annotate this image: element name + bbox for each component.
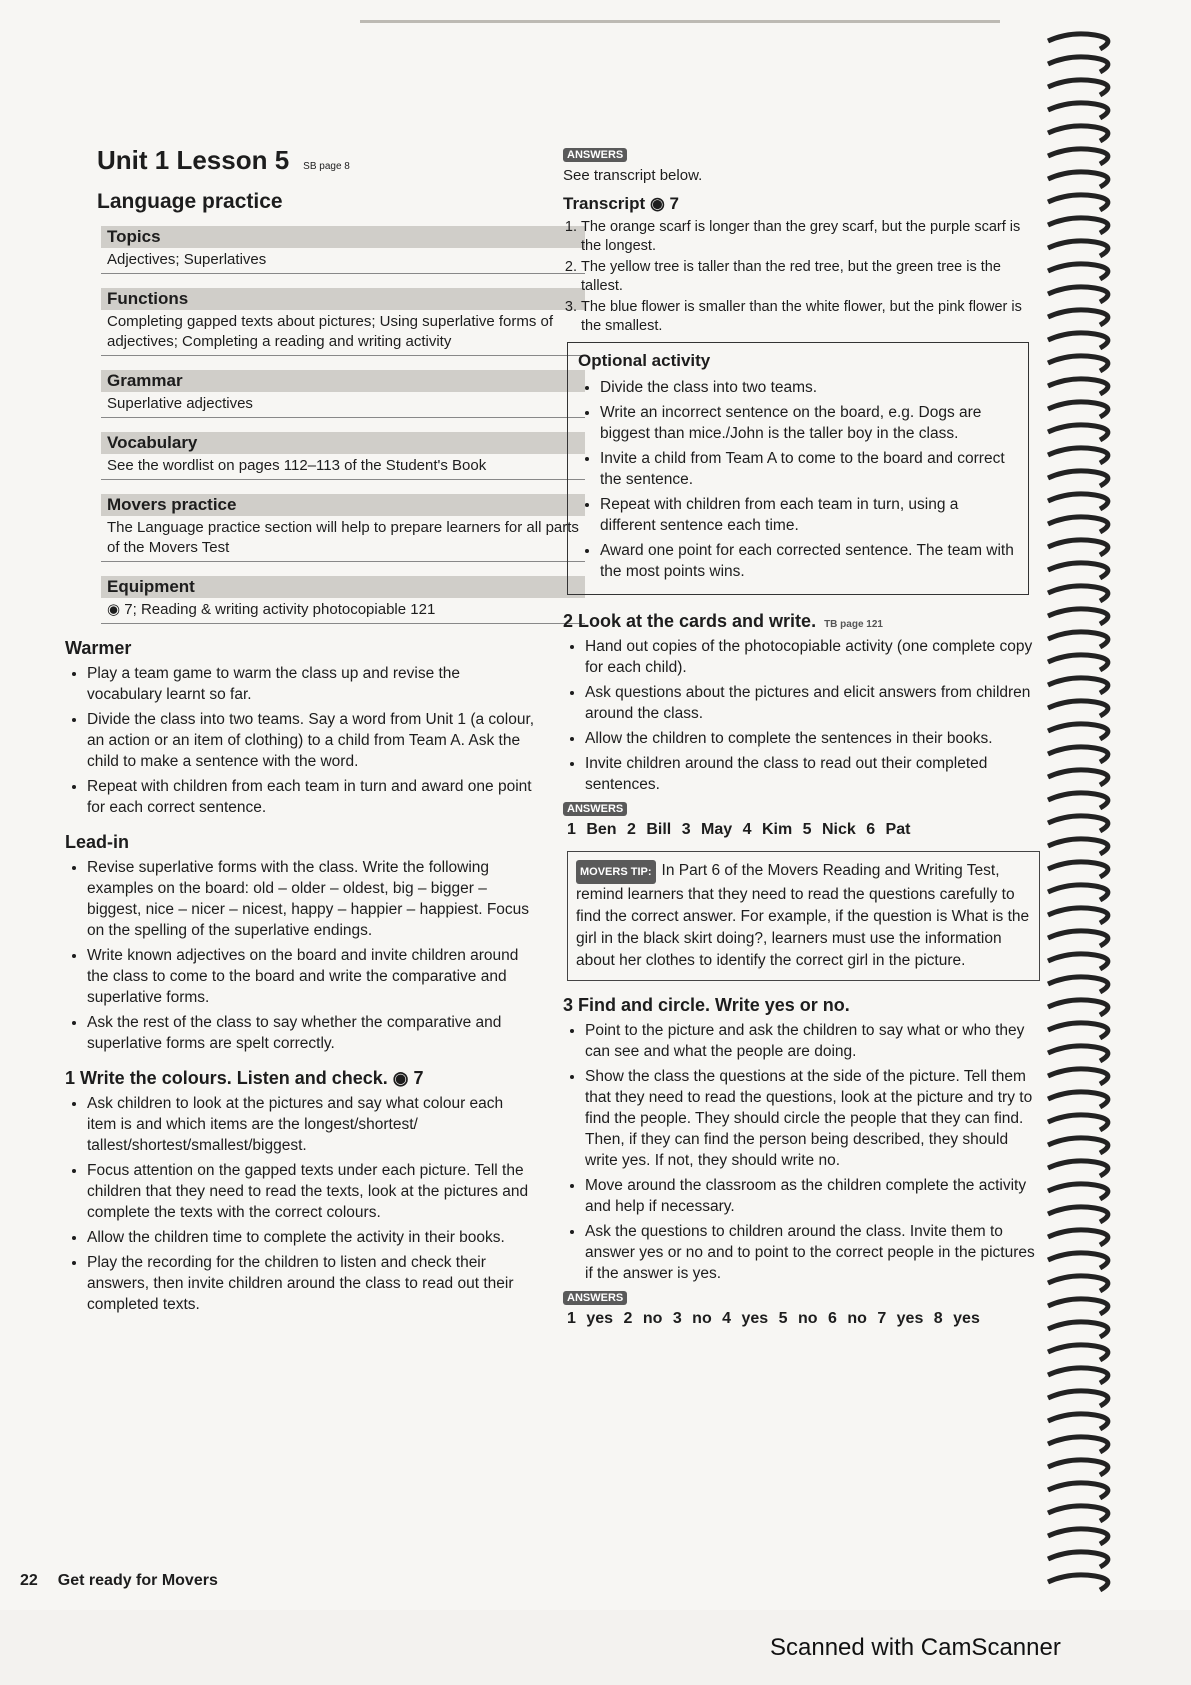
spiral-coil xyxy=(1048,885,1108,900)
spiral-coil xyxy=(1048,977,1108,992)
spiral-coil xyxy=(1048,1092,1108,1107)
spiral-coil xyxy=(1048,839,1108,854)
spiral-coil xyxy=(1048,1483,1108,1498)
spiral-coil xyxy=(1048,356,1108,371)
audio-track-number: 7 xyxy=(413,1068,424,1088)
list-item: • Move around the classroom as the children complete the activity and help if necessary. xyxy=(585,1175,1038,1217)
spiral-coil xyxy=(1048,701,1108,716)
list-item: • Show the class the questions at the side of the picture. Tell them that they need to read the questions, look at the picture and try to find the people. They should circle the people that they can find. Then, if they can find the person being described, they should write yes. If not, they should write no. xyxy=(585,1066,1038,1171)
spiral-coil xyxy=(1048,1276,1108,1291)
spiral-coil xyxy=(1048,678,1108,693)
right-column xyxy=(563,145,1038,1340)
spiral-coil xyxy=(1048,1506,1108,1521)
spiral-coil xyxy=(1048,379,1108,394)
spiral-coil xyxy=(1048,563,1108,578)
list-item: • Repeat with children from each team in turn, using a different sentence each time. xyxy=(600,494,1018,536)
spiral-coil xyxy=(1048,264,1108,279)
exercise-1-title: 1 Write the colours. Listen and check. xyxy=(65,1068,388,1088)
exercise-1-list xyxy=(65,1093,535,1315)
warmer-list xyxy=(65,663,535,818)
spiral-coil xyxy=(1048,195,1108,210)
transcript-list xyxy=(563,218,1038,336)
exercise-3-answers: 1 yes 2 no 3 no 4 yes 5 no 6 no 7 yes 8 yes xyxy=(567,1310,980,1327)
spiral-coil xyxy=(1048,310,1108,325)
spiral-coil xyxy=(1048,1299,1108,1314)
spiral-coil xyxy=(1048,908,1108,923)
info-box-grammar xyxy=(101,370,585,418)
info-box-vocabulary xyxy=(101,432,585,480)
spiral-coil xyxy=(1048,632,1108,647)
movers-tip-badge: MOVERS TIP: xyxy=(576,860,656,884)
info-box-text: The Language practice section will help to prepare learners for all parts of the Movers Test xyxy=(107,519,579,556)
audio-cd-icon: ◉ xyxy=(392,1068,409,1088)
info-box-equipment xyxy=(101,576,585,624)
spiral-coil xyxy=(1048,172,1108,187)
spiral-coil xyxy=(1048,448,1108,463)
spiral-coil xyxy=(1048,1000,1108,1015)
exercise-3-heading: 3 Find and circle. Write yes or no. xyxy=(563,995,850,1015)
spiral-coil xyxy=(1048,494,1108,509)
audio-track-number: 7 xyxy=(669,194,679,213)
exercise-2-answers: 1 Ben 2 Bill 3 May 4 Kim 5 Nick 6 Pat xyxy=(567,821,911,838)
section-title: Language practice xyxy=(97,190,283,213)
transcript-line: 3. The blue flower is smaller than the white flower, but the pink flower is the smallest. xyxy=(581,298,1038,336)
spiral-coil xyxy=(1048,1552,1108,1567)
spiral-coil xyxy=(1048,471,1108,486)
spiral-coil xyxy=(1048,586,1108,601)
spiral-coil xyxy=(1048,1368,1108,1383)
list-item: • Ask the rest of the class to say whether the comparative and superlative forms are spelt correctly. xyxy=(87,1012,535,1054)
spiral-binding-icon xyxy=(1040,25,1130,1605)
sb-page-ref: SB page 8 xyxy=(303,161,350,172)
answers-badge: ANSWERS xyxy=(563,1291,627,1305)
list-item: • Allow the children to complete the sentences in their books. xyxy=(585,728,1038,749)
spiral-coil xyxy=(1048,862,1108,877)
spiral-coil xyxy=(1048,402,1108,417)
exercise-2-heading xyxy=(563,611,1038,632)
list-item: • Award one point for each corrected sentence. The team with the most points wins. xyxy=(600,540,1018,582)
info-box-label: Grammar xyxy=(101,370,585,392)
spiral-coil xyxy=(1048,149,1108,164)
spiral-coil xyxy=(1048,1115,1108,1130)
spiral-coil xyxy=(1048,126,1108,141)
list-item: • Point to the picture and ask the children to say what or who they can see and what the people are doing. xyxy=(585,1020,1038,1062)
spiral-coil xyxy=(1048,816,1108,831)
spiral-coil xyxy=(1048,954,1108,969)
exercise-2-title: 2 Look at the cards and write. xyxy=(563,611,817,631)
scanner-watermark: Scanned with CamScanner xyxy=(770,1634,1061,1661)
info-box-text: Superlative adjectives xyxy=(107,395,253,412)
answers-1-text: See transcript below. xyxy=(563,167,703,184)
movers-tip-box xyxy=(567,851,1040,981)
spiral-coil xyxy=(1048,1046,1108,1061)
info-box-movers-practice xyxy=(101,494,585,562)
list-item: • Invite a child from Team A to come to the board and correct the sentence. xyxy=(600,448,1018,490)
spiral-coil xyxy=(1048,724,1108,739)
spiral-coil xyxy=(1048,34,1108,49)
spiral-coil xyxy=(1048,1529,1108,1544)
list-item: • Invite children around the class to read out their completed sentences. xyxy=(585,753,1038,795)
list-item: • Play a team game to warm the class up and revise the vocabulary learnt so far. xyxy=(87,663,535,705)
equipment-text: 7; Reading & writing activity photocopiable 121 xyxy=(124,601,436,618)
spiral-coil xyxy=(1048,1391,1108,1406)
list-item: • Allow the children time to complete the activity in their books. xyxy=(87,1227,535,1248)
info-box-text: Adjectives; Superlatives xyxy=(107,251,267,268)
info-box-topics xyxy=(101,226,585,274)
list-item: • Write an incorrect sentence on the board, e.g. Dogs are biggest than mice./John is the taller boy in the class. xyxy=(600,402,1018,444)
spiral-coil xyxy=(1048,931,1108,946)
spiral-coil xyxy=(1048,1207,1108,1222)
list-item: • Ask the questions to children around the class. Invite them to answer yes or no and to point to the correct people in the pictures if the answer is yes. xyxy=(585,1221,1038,1284)
spiral-coil xyxy=(1048,1437,1108,1452)
spiral-coil xyxy=(1048,517,1108,532)
spiral-coil xyxy=(1048,793,1108,808)
answers-badge: ANSWERS xyxy=(563,802,627,816)
transcript-title: Transcript xyxy=(563,194,646,213)
lead-in-list xyxy=(65,857,535,1054)
spiral-coils xyxy=(1048,34,1108,1590)
audio-cd-icon: ◉ xyxy=(107,601,125,618)
list-item: • Divide the class into two teams. xyxy=(600,377,1018,398)
info-box-label: Functions xyxy=(101,288,585,310)
page-top-edge xyxy=(360,20,1000,23)
spiral-coil xyxy=(1048,1161,1108,1176)
list-item: • Ask children to look at the pictures and say what colour each item is and which items are the longest/shortest/ tallest/shortest/smallest/biggest. xyxy=(87,1093,535,1156)
exercise-2-list xyxy=(563,636,1038,795)
spiral-coil xyxy=(1048,287,1108,302)
spiral-coil xyxy=(1048,57,1108,72)
spiral-coil xyxy=(1048,103,1108,118)
info-box-label: Vocabulary xyxy=(101,432,585,454)
spiral-coil xyxy=(1048,218,1108,233)
optional-activity-box xyxy=(567,342,1029,595)
spiral-coil xyxy=(1048,747,1108,762)
info-box-text: Completing gapped texts about pictures; Using superlative forms of adjectives; Completing a reading and writing activity xyxy=(107,313,554,350)
spiral-coil xyxy=(1048,540,1108,555)
list-item: • Play the recording for the children to listen and check their answers, then invite children around the class to read out their completed texts. xyxy=(87,1252,535,1315)
spiral-coil xyxy=(1048,1575,1108,1590)
transcript-line: 2. The yellow tree is taller than the red tree, but the green tree is the tallest. xyxy=(581,258,1038,296)
spiral-coil xyxy=(1048,425,1108,440)
info-box-text: See the wordlist on pages 112–113 of the Student's Book xyxy=(107,457,487,474)
info-box-label: Topics xyxy=(101,226,585,248)
list-item: • Repeat with children from each team in turn and award one point for each correct sentence. xyxy=(87,776,535,818)
unit-title xyxy=(97,145,535,176)
list-item: • Divide the class into two teams. Say a word from Unit 1 (a colour, an action or an item of clothing) to a child from Team A. Ask the child to make a sentence with the word. xyxy=(87,709,535,772)
list-item: • Focus attention on the gapped texts under each picture. Tell the children that they need to read the texts, look at the pictures and complete the texts with the correct colours. xyxy=(87,1160,535,1223)
spiral-coil xyxy=(1048,1322,1108,1337)
transcript-heading xyxy=(563,194,1038,214)
spiral-coil xyxy=(1048,1023,1108,1038)
lead-in-heading: Lead-in xyxy=(65,832,130,852)
info-box-label: Equipment xyxy=(101,576,585,598)
optional-activity-heading: Optional activity xyxy=(578,351,711,370)
answers-badge: ANSWERS xyxy=(563,148,627,162)
info-box-text xyxy=(101,598,585,623)
info-box-functions xyxy=(101,288,585,356)
spiral-coil xyxy=(1048,80,1108,95)
spiral-coil xyxy=(1048,655,1108,670)
unit-title-text: Unit 1 Lesson 5 xyxy=(97,145,290,175)
list-item: • Hand out copies of the photocopiable activity (one complete copy for each child). xyxy=(585,636,1038,678)
spiral-coil xyxy=(1048,1460,1108,1475)
audio-cd-icon: ◉ xyxy=(649,194,665,213)
spiral-coil xyxy=(1048,1069,1108,1084)
spiral-coil xyxy=(1048,333,1108,348)
spiral-coil xyxy=(1048,609,1108,624)
exercise-1-heading xyxy=(65,1068,535,1089)
spiral-coil xyxy=(1048,1345,1108,1360)
page-number: 22 xyxy=(20,1572,38,1589)
list-item: • Ask questions about the pictures and elicit answers from children around the class. xyxy=(585,682,1038,724)
list-item: • Revise superlative forms with the class. Write the following examples on the board: old – older – oldest, big – bigger – biggest, nice – nicer – nicest, happy – happier – happiest. Focus on the spelling of the superlative endings. xyxy=(87,857,535,941)
optional-activity-list xyxy=(578,377,1018,582)
warmer-heading: Warmer xyxy=(65,638,132,658)
book-title: Get ready for Movers xyxy=(57,1572,218,1589)
spiral-coil xyxy=(1048,241,1108,256)
spiral-coil xyxy=(1048,1253,1108,1268)
tb-page-ref: TB page 121 xyxy=(824,619,883,630)
list-item: • Write known adjectives on the board and invite children around the class to come to the board and write the comparative and superlative forms. xyxy=(87,945,535,1008)
left-column xyxy=(65,145,579,1319)
page-footer xyxy=(20,1572,238,1590)
info-box-label: Movers practice xyxy=(101,494,585,516)
spiral-coil xyxy=(1048,1414,1108,1429)
spiral-coil xyxy=(1048,1138,1108,1153)
spiral-coil xyxy=(1048,770,1108,785)
exercise-3-list xyxy=(563,1020,1038,1284)
movers-tip-text: In Part 6 of the Movers Reading and Writing Test, remind learners that they need to read the questions carefully to find the correct answer. For example, if the question is What is the girl in the black skirt doing?, learners must use the information about her clothes to identify the correct girl in the picture. xyxy=(576,862,1030,969)
transcript-line: 1. The orange scarf is longer than the grey scarf, but the purple scarf is the longest. xyxy=(581,218,1038,256)
spiral-coil xyxy=(1048,1184,1108,1199)
spiral-coil xyxy=(1048,1230,1108,1245)
